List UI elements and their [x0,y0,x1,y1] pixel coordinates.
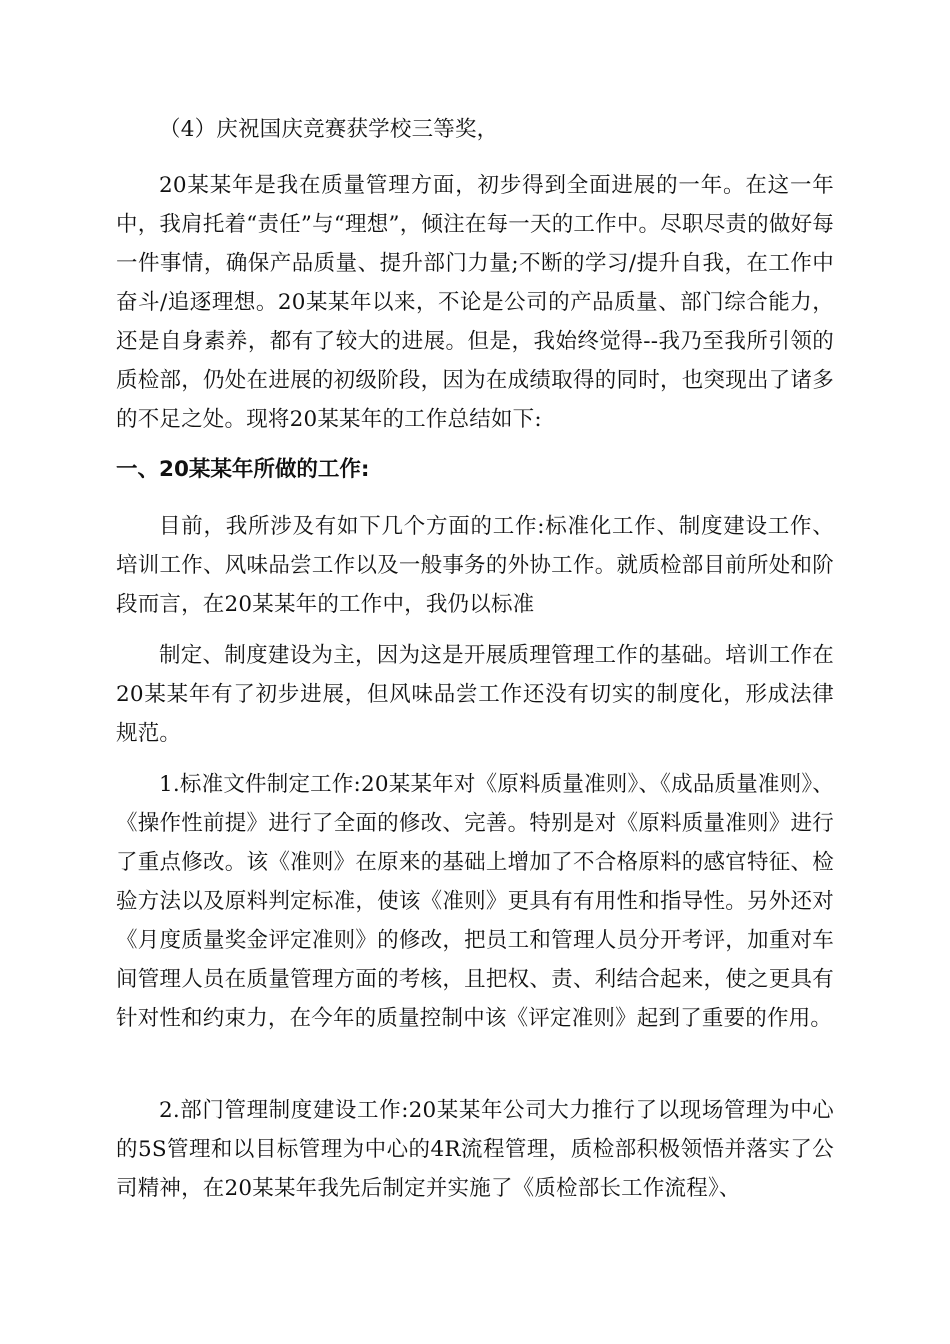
paragraph-standards-focus: 制定、制度建设为主，因为这是开展质理管理工作的基础。培训工作在20某某年有了初步进展，但风味品尝工作还没有切实的制度化，形成法律规范。 [116,643,834,746]
paragraph-award: （4）庆祝国庆竞赛获学校三等奖， [159,117,499,142]
paragraph-management-system: 2.部门管理制度建设工作:20某某年公司大力推行了以现场管理为中心的5S管理和以目标管理为中心的4R流程管理，质检部积极领悟并落实了公司精神，在20某某年我先后制定并实施了《质检部长工作流程》、 [116,1098,834,1201]
section-heading: 一、20某某年所做的工作: [116,457,370,482]
paragraph-intro: 20某某年是我在质量管理方面，初步得到全面进展的一年。在这一年中，我肩托着“责任”与“理想”，倾注在每一天的工作中。尽职尽责的做好每一件事情，确保产品质量、提升部门力量;不断的学习/提升自我，在工作中奋斗/追逐理想。20某某年以来，不论是公司的产品质量、部门综合能力，还是自身素养，都有了较大的进展。但是，我始终觉得--我乃至我所引领的质检部，仍处在进展的初级阶段，因为在成绩取得的同时，也突现出了诸多的不足之处。现将20某某年的工作总结如下: [116,173,834,432]
paragraph-standard-documents: 1.标准文件制定工作:20某某年对《原料质量准则》、《成品质量准则》、《操作性前提》进行了全面的修改、完善。特别是对《原料质量准则》进行了重点修改。该《准则》在原来的基础上增加了不合格原料的感官特征、检验方法以及原料判定标准，使该《准则》更具有有用性和指导性。另外还对《月度质量奖金评定准则》的修改，把员工和管理人员分开考评，加重对车间管理人员在质量管理方面的考核，且把权、责、利结合起来，使之更具有针对性和约束力，在今年的质量控制中该《评定准则》起到了重要的作用。 [116,772,834,1031]
paragraph-work-areas: 目前，我所涉及有如下几个方面的工作:标准化工作、制度建设工作、培训工作、风味品尝工作以及一般事务的外协工作。就质检部目前所处和阶段而言，在20某某年的工作中，我仍以标准 [116,514,834,617]
